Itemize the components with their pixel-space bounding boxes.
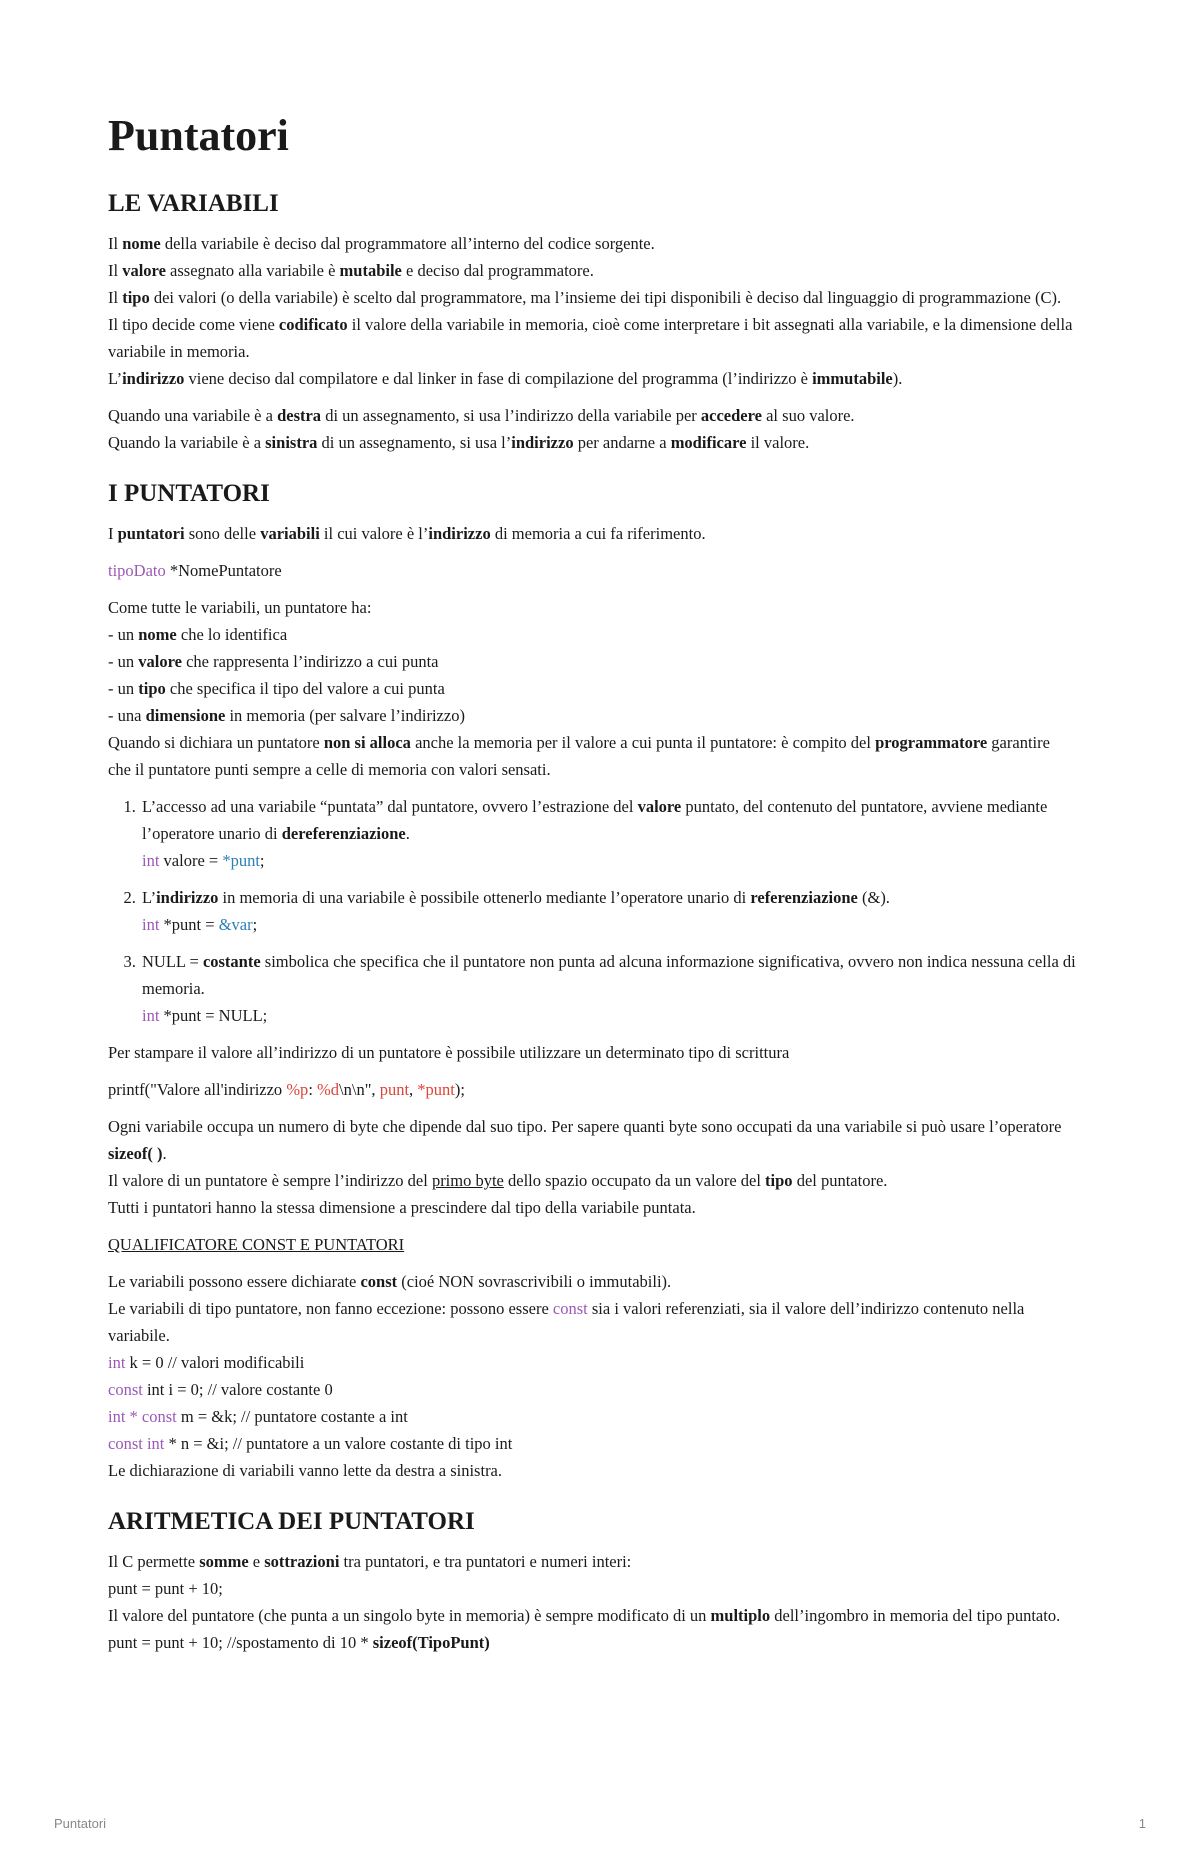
list-item: - un valore che rappresenta l’indirizzo a cui punta — [108, 652, 439, 671]
section-heading: I PUNTATORI — [108, 480, 270, 507]
document-body — [108, 100, 1076, 1674]
paragraph: Il C permette somme e sottrazioni tra puntatori, e tra puntatori e numeri interi: — [108, 1552, 632, 1571]
paragraph: Il valore assegnato alla variabile è mutabile e deciso dal programmatore. — [108, 261, 594, 280]
paragraph: Il tipo decide come viene codificato il valore della variabile in memoria, cioè come interpretare i bit assegnati alla variabile, e la dimensione della variabile in memoria. — [108, 315, 1073, 361]
paragraph: Il tipo dei valori (o della variabile) è scelto dal programmatore, ma l’insieme dei tipi disponibili è deciso dal linguaggio di programmazione (C). — [108, 288, 1062, 307]
list-item: - un tipo che specifica il tipo del valore a cui punta — [108, 679, 445, 698]
code-line: const int i = 0; // valore costante 0 — [108, 1380, 333, 1399]
list-item: - una dimensione in memoria (per salvare l’indirizzo) — [108, 706, 465, 725]
paragraph: Tutti i puntatori hanno la stessa dimensione a prescindere dal tipo della variabile puntata. — [108, 1198, 696, 1217]
section-variabili — [108, 188, 1076, 456]
list-item: 3. NULL = costante simbolica che specifica che il puntatore non punta ad alcuna informazione significativa, ovvero non indica nessuna cella di memoria. int *punt = NULL; — [140, 948, 1076, 1029]
list-item: 1. L’accesso ad una variabile “puntata” dal puntatore, ovvero l’estrazione del valore puntato, del contenuto del puntatore, avviene mediante l’operatore unario di dereferenziazione. int valore = *punt; — [140, 793, 1076, 874]
page-number: 1 — [1138, 1816, 1146, 1831]
section-heading: LE VARIABILI — [108, 190, 279, 217]
paragraph: Le dichiarazione di variabili vanno lette da destra a sinistra. — [108, 1461, 503, 1480]
code-line: punt = punt + 10; — [108, 1579, 223, 1598]
paragraph: Il valore del puntatore (che punta a un singolo byte in memoria) è sempre modificato di un multiplo dell’ingombro in memoria del tipo puntato. — [108, 1606, 1061, 1625]
code-line: const int * n = &i; // puntatore a un valore costante di tipo int — [108, 1434, 513, 1453]
paragraph: I puntatori sono delle variabili il cui valore è l’indirizzo di memoria a cui fa riferimento. — [108, 524, 706, 543]
page-title: Puntatori — [108, 111, 289, 160]
list-item: 2. L’indirizzo in memoria di una variabile è possibile ottenerlo mediante l’operatore unario di referenziazione (&). int *punt = &var; — [140, 884, 1076, 938]
section-aritmetica — [108, 1506, 1076, 1656]
paragraph: Come tutte le variabili, un puntatore ha: — [108, 598, 372, 617]
section-heading: ARITMETICA DEI PUNTATORI — [108, 1508, 475, 1535]
paragraph: Le variabili di tipo puntatore, non fanno eccezione: possono essere const sia i valori referenziati, sia il valore dell’indirizzo contenuto nella variabile. — [108, 1299, 1025, 1345]
code-line: int k = 0 // valori modificabili — [108, 1353, 305, 1372]
code-line: int * const m = &k; // puntatore costante a int — [108, 1407, 408, 1426]
paragraph: Le variabili possono essere dichiarate const (cioé NON sovrascrivibili o immutabili). — [108, 1272, 672, 1291]
paragraph: L’indirizzo viene deciso dal compilatore e dal linker in fase di compilazione del programma (l’indirizzo è immutabile). — [108, 369, 903, 388]
code-declaration: tipoDato *NomePuntatore — [108, 561, 282, 580]
code-line: punt = punt + 10; //spostamento di 10 * sizeof(TipoPunt) — [108, 1633, 490, 1652]
paragraph: Il valore di un puntatore è sempre l’indirizzo del primo byte dello spazio occupato da un valore del tipo del puntatore. — [108, 1171, 888, 1190]
section-puntatori — [108, 478, 1076, 1484]
paragraph: Quando la variabile è a sinistra di un assegnamento, si usa l’indirizzo per andarne a modificare il valore. — [108, 433, 810, 452]
paragraph: Quando una variabile è a destra di un assegnamento, si usa l’indirizzo della variabile per accedere al suo valore. — [108, 406, 855, 425]
footer-title: Puntatori — [54, 1816, 107, 1831]
paragraph: Quando si dichiara un puntatore non si alloca anche la memoria per il valore a cui punta il puntatore: è compito del programmatore garantire che il puntatore punti sempre a celle di memoria con valori sensati. — [108, 733, 1050, 779]
paragraph: Il nome della variabile è deciso dal programmatore all’interno del codice sorgente. — [108, 234, 655, 253]
subsection-heading: QUALIFICATORE CONST E PUNTATORI — [108, 1235, 405, 1254]
ordered-list — [108, 793, 1076, 1029]
paragraph: Ogni variabile occupa un numero di byte che dipende dal suo tipo. Per sapere quanti byte sono occupati da una variabile si può usare l’operatore sizeof( ). — [108, 1117, 1062, 1163]
code-printf: printf("Valore all'indirizzo %p: %d\n\n", punt, *punt); — [108, 1080, 465, 1099]
list-item: - un nome che lo identifica — [108, 625, 288, 644]
paragraph: Per stampare il valore all’indirizzo di un puntatore è possibile utilizzare un determinato tipo di scrittura — [108, 1043, 790, 1062]
